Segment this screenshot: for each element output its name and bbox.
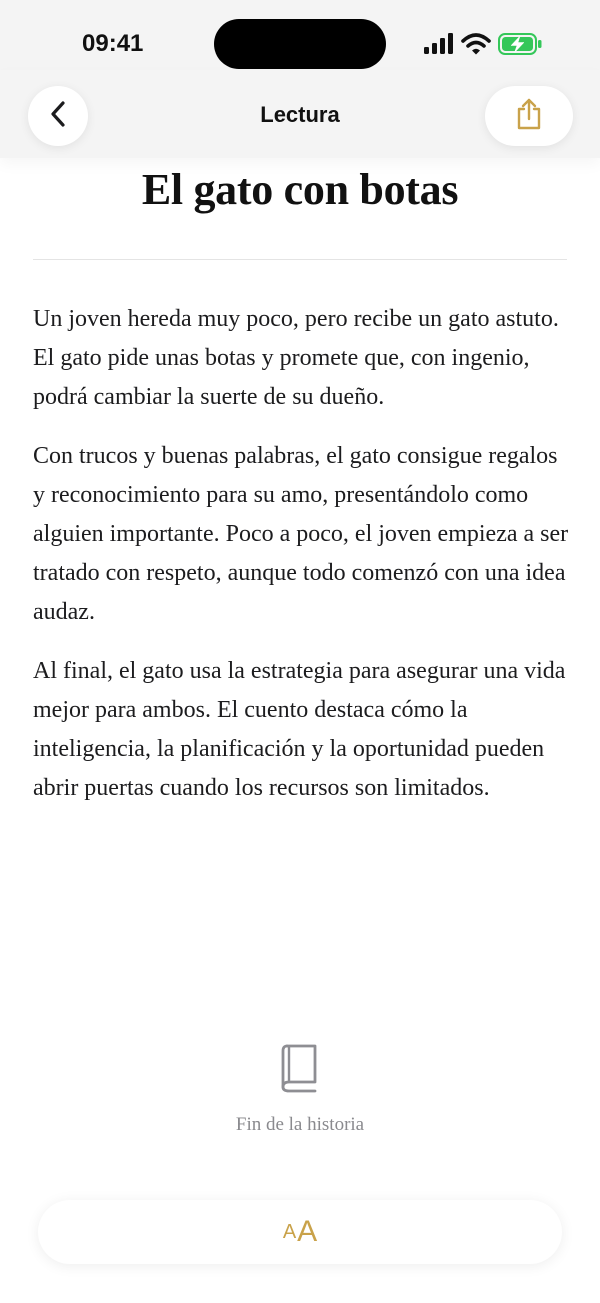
title-divider [33,259,567,260]
status-time: 09:41 [82,30,144,57]
text-size-small-glyph: A [282,1220,297,1243]
story-paragraph: Un joven hereda muy poco, pero recibe un gato astuto. El gato pide unas botas y promete que, con ingenio, podrá cambiar la suerte de su dueño. [33,306,559,411]
text-size-button[interactable] [38,1200,562,1264]
navigation-bar [0,70,600,158]
cellular-signal-icon [424,32,456,61]
end-of-story-label: Fin de la historia [235,1114,365,1135]
dynamic-island [214,19,386,69]
battery-charging-icon [498,32,544,61]
nav-title: Lectura [260,102,340,127]
story-title: El gato con botas [141,165,459,214]
story-body [33,300,569,827]
story-paragraph: Con trucos y buenas palabras, el gato consigue regalos y reconocimiento para su amo, presentándolo como alguien importante. Poco a poco, el joven empieza a ser tratado con respeto, aunque todo comenzó con una idea audaz. [33,442,569,626]
wifi-icon [461,32,491,61]
story-paragraph: Al final, el gato usa la estrategia para asegurar una vida mejor para ambos. El cuento destaca cómo la inteligencia, la planificación y la oportunidad pueden abrir puertas cuando los recursos son limitados. [33,657,566,802]
share-button[interactable] [485,86,573,146]
text-size-large-glyph: A [297,1215,318,1248]
share-icon [514,97,544,136]
book-icon [279,1043,321,1093]
